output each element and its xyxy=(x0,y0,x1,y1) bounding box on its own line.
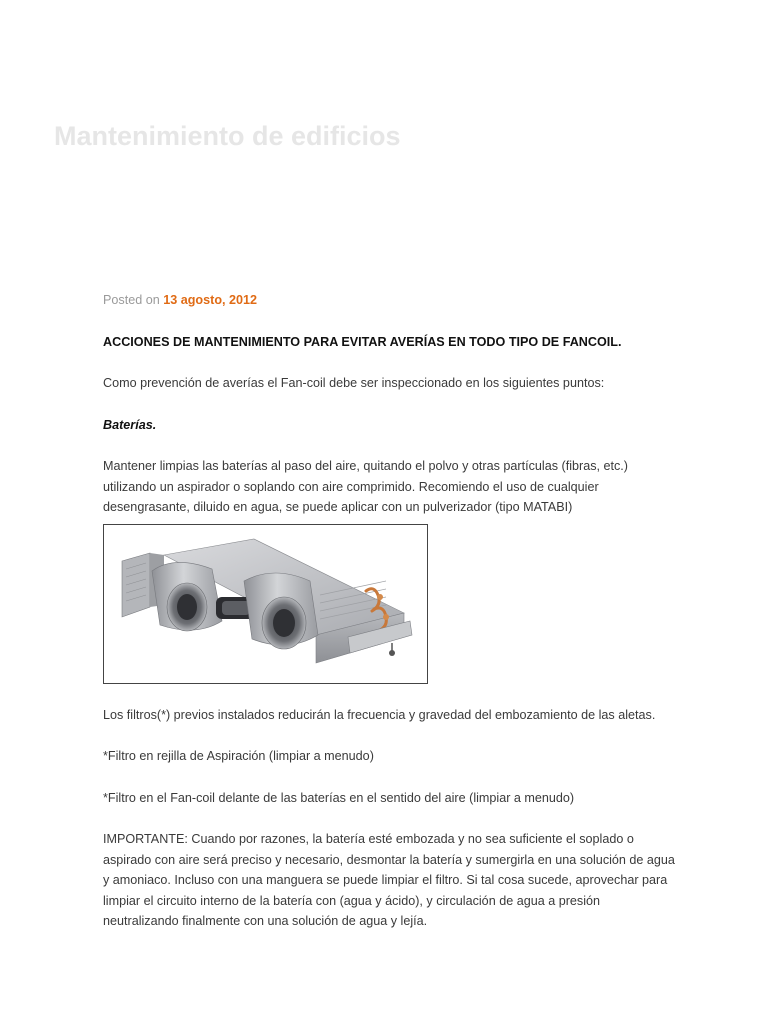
section-title-baterias: Baterías. xyxy=(103,417,157,432)
fancoil-image xyxy=(103,524,428,684)
post-date-link[interactable]: 13 agosto, 2012 xyxy=(163,293,258,307)
post-heading: ACCIONES DE MANTENIMIENTO PARA EVITAR AVERÍAS EN TODO TIPO DE FANCOIL. xyxy=(103,334,622,349)
filter-note-2: *Filtro en el Fan-coil delante de las baterías en el sentido del aire (limpiar a menudo) xyxy=(103,790,575,805)
paragraph-important: IMPORTANTE: Cuando por razones, la batería esté embozada y no sea suficiente el soplado o aspirado con aire será preciso y necesario, desmontar la batería y sumergirla en una solución de agua y amoniaco. Incluso con una manguera se puede limpiar el filtro. Si tal cosa sucede, aprovechar para limpiar el circuito interno de la batería con (agua y ácido), y circulación de agua a presión neutralizando finalmente con una solución de agua y lejía. xyxy=(103,832,675,928)
post-article xyxy=(103,290,675,932)
fancoil-illustration xyxy=(104,525,427,683)
paragraph-cleaning: Mantener limpias las baterías al paso del aire, quitando el polvo y otras partículas (fibras, etc.) utilizando un aspirador o soplando con aire comprimido. Recomiendo el uso de cualquier desengrasante, diluido en agua, se puede aplicar con un pulverizador (tipo MATABI) xyxy=(103,459,629,514)
filter-note-1: *Filtro en rejilla de Aspiración (limpiar a menudo) xyxy=(103,749,374,763)
site-title[interactable]: Mantenimiento de edificios xyxy=(54,121,401,151)
post-meta xyxy=(103,290,675,311)
intro-paragraph: Como prevención de averías el Fan-coil debe ser inspeccionado en los siguientes puntos: xyxy=(103,376,605,390)
paragraph-filters: Los filtros(*) previos instalados reducirán la frecuencia y gravedad del embozamiento de las aletas. xyxy=(103,707,656,722)
posted-on-label: Posted on xyxy=(103,293,160,307)
